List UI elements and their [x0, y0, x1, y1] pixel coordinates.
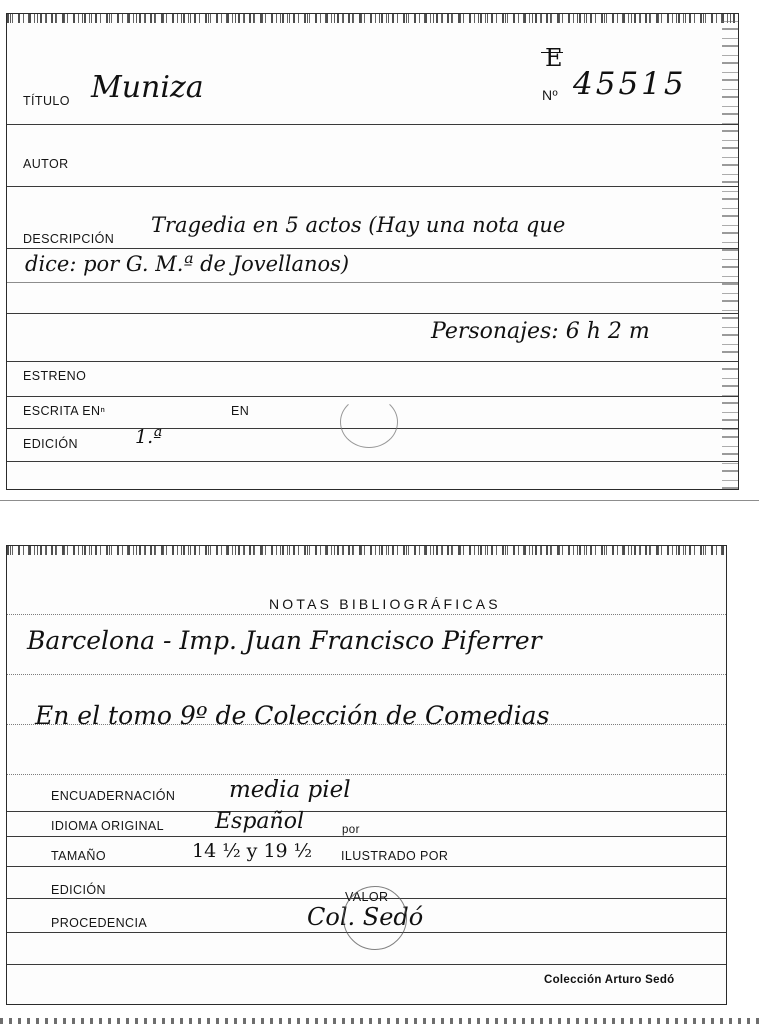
field-value-descripcion-line2: dice: por G. M.ª de Jovellanos) — [25, 252, 350, 276]
card-rule — [7, 282, 738, 283]
field-value-encuadernacion: media piel — [229, 777, 351, 803]
field-label-edicion: EDICIÓN — [23, 437, 78, 451]
card-rule — [7, 361, 738, 362]
field-label-procedencia: PROCEDENCIA — [51, 916, 148, 930]
field-label-idioma-original: IDIOMA ORIGINAL — [51, 819, 164, 833]
card-rule — [7, 774, 726, 775]
stamp-circle — [343, 886, 407, 950]
field-label-descripcion: DESCRIPCIÓN — [23, 232, 115, 246]
field-label-estreno: ESTRENO — [23, 369, 87, 383]
torn-right-edge — [722, 14, 738, 489]
card-rule — [7, 674, 726, 675]
torn-top-edge — [7, 546, 726, 555]
catalog-number-label: Nº — [542, 87, 559, 103]
note-line-1: Barcelona - Imp. Juan Francisco Piferrer — [27, 626, 542, 655]
card-rule — [7, 836, 726, 837]
field-label-edicion: EDICIÓN — [51, 883, 106, 897]
personajes-note: Personajes: 6 h 2 m — [431, 319, 650, 344]
card-rule — [7, 866, 726, 867]
field-value-edicion: 1.ª — [135, 426, 163, 448]
field-label-tamano: TAMAÑO — [51, 849, 106, 863]
field-value-idioma-original: Español — [215, 809, 304, 834]
field-label-valor: VALOR — [345, 890, 389, 904]
catalog-number: 45515 — [573, 66, 687, 102]
field-value-procedencia: Col. Sedó — [307, 903, 424, 931]
card-rule — [7, 124, 738, 125]
field-label-en: EN — [231, 404, 250, 418]
card-rule — [7, 248, 738, 249]
card-rule — [7, 811, 726, 812]
field-label-por: por — [342, 824, 360, 836]
note-line-2: En el tomo 9º de Colección de Comedias — [35, 701, 550, 730]
card-rule — [7, 313, 738, 314]
catalog-card-bottom — [6, 545, 727, 1005]
card-rule — [7, 461, 738, 462]
torn-bottom-edge — [0, 1018, 759, 1024]
field-value-tamano: 14 ½ y 19 ½ — [192, 840, 313, 862]
torn-top-edge — [7, 14, 738, 23]
catalog-prefix-overline — [541, 52, 563, 53]
field-value-descripcion-line1: Tragedia en 5 actos (Hay una nota que — [151, 213, 566, 237]
notas-bibliograficas-heading: NOTAS BIBLIOGRÁFICAS — [269, 596, 501, 612]
field-value-titulo: Muniza — [91, 70, 204, 105]
card-rule — [7, 186, 738, 187]
field-label-autor: AUTOR — [23, 157, 69, 171]
field-label-ilustrado-por: ILUSTRADO POR — [341, 849, 449, 863]
card-rule — [7, 614, 726, 615]
stamp-smudge — [340, 396, 398, 448]
collection-credit: Colección Arturo Sedó — [544, 974, 675, 986]
card-rule — [7, 964, 726, 965]
field-label-escrita-en: ESCRITA ENⁿ — [23, 404, 106, 418]
field-label-encuadernacion: ENCUADERNACIÓN — [51, 789, 176, 803]
catalog-prefix: E — [545, 44, 563, 72]
field-label-titulo: TÍTULO — [23, 94, 70, 108]
scan-separator-line — [0, 500, 759, 501]
catalog-card-top — [6, 13, 739, 490]
